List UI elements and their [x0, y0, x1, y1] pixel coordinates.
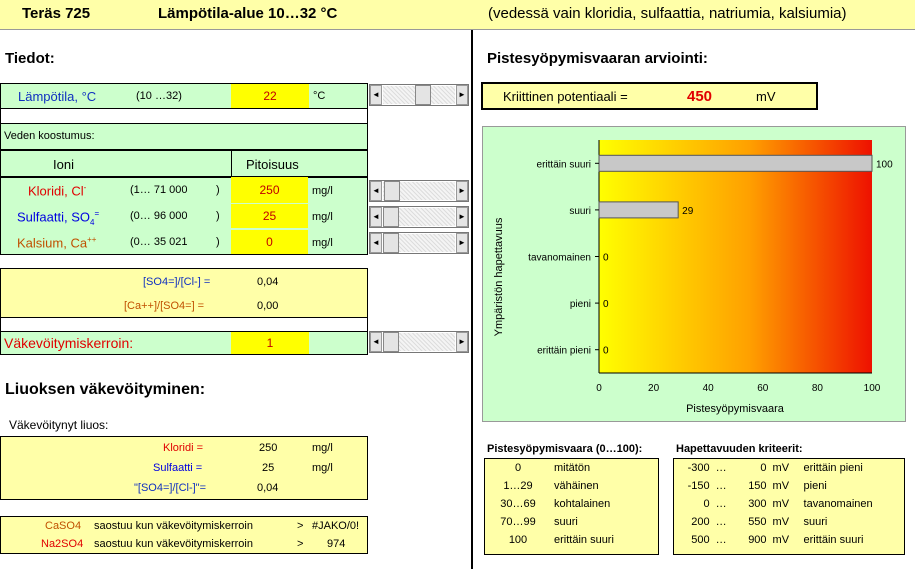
category-label: suuri — [569, 205, 591, 217]
scroll-thumb[interactable] — [384, 181, 400, 201]
chloride-unit: mg/l — [312, 185, 333, 197]
table-row: 1…29 vähäinen — [503, 480, 599, 492]
chloride-range: (1… 71 000 — [130, 184, 188, 196]
scroll-left-icon[interactable]: ◄ — [370, 332, 382, 352]
na2so4-text: saostuu kun väkevöitymiskerroin — [94, 538, 253, 550]
temp-range: (10 …32) — [136, 90, 182, 102]
calcium-input[interactable]: 0 — [231, 230, 308, 254]
data-label: 0 — [603, 345, 609, 357]
ratio-ca-so4-label: [Ca++]/[SO4=] = — [124, 300, 205, 312]
col-conc: Pitoisuus — [246, 157, 299, 172]
water-note: (vedessä vain kloridia, sulfaattia, natriumia, kalsiumia) — [488, 5, 847, 22]
na2so4-label: Na2SO4 — [41, 538, 84, 550]
bar-0 — [599, 155, 872, 171]
factor-scrollbar[interactable] — [369, 331, 469, 353]
scroll-right-icon[interactable]: ► — [456, 207, 468, 227]
calcium-label: Kalsium, Ca — [17, 235, 88, 251]
title-bar — [0, 0, 915, 30]
tiedot-heading: Tiedot: — [5, 50, 55, 67]
scroll-left-icon[interactable]: ◄ — [370, 85, 382, 105]
column-divider — [471, 30, 473, 569]
water-label: Veden koostumus: — [4, 130, 95, 142]
na2so4-value: 974 — [327, 538, 346, 550]
table1-title: Pistesyöpymisvaara (0…100): — [487, 443, 643, 455]
table-row: 500 … 900 mV erittäin suuri — [691, 534, 864, 546]
factor-input[interactable]: 1 — [231, 332, 309, 354]
table2-title: Hapettavuuden kriteerit: — [676, 443, 803, 455]
critical-potential-box — [481, 82, 818, 110]
scroll-thumb[interactable] — [383, 332, 399, 352]
ion-header-row — [0, 150, 368, 177]
chloride-label: Kloridi, Cl — [28, 183, 84, 199]
table-row: 0 … 300 mV tavanomainen — [703, 498, 873, 510]
caso4-label: CaSO4 — [45, 520, 82, 532]
scroll-left-icon[interactable]: ◄ — [370, 181, 382, 201]
ratio-so4-cl-label: [SO4=]/[Cl-] = — [143, 276, 211, 288]
calcium-unit: mg/l — [312, 237, 333, 249]
table-row: 30…69 kohtalainen — [500, 498, 611, 510]
category-label: erittäin suuri — [536, 159, 591, 171]
bar-1 — [599, 202, 678, 218]
data-label: 0 — [603, 252, 609, 264]
water-composition-row — [0, 123, 368, 150]
concentration-heading: Liuoksen väkevöityminen: — [5, 381, 206, 398]
category-label: tavanomainen — [528, 252, 591, 264]
spacer — [0, 109, 368, 123]
temp-scrollbar[interactable] — [369, 84, 469, 106]
ratio-box — [0, 268, 368, 318]
scroll-left-icon[interactable]: ◄ — [370, 207, 382, 227]
temp-row — [0, 83, 368, 109]
scroll-right-icon[interactable]: ► — [456, 85, 468, 105]
data-label: 0 — [603, 299, 609, 311]
table-row: 0 mitätön — [514, 462, 591, 474]
ion-row-chloride: Kloridi, Cl- (1… 71 000 ) 250 mg/l — [0, 180, 368, 202]
factor-label: Väkevöitymiskerroin: — [4, 335, 134, 351]
data-label: 100 — [876, 159, 893, 171]
table-row: 200 … 550 mV suuri — [691, 516, 828, 528]
sulfate-scrollbar[interactable] — [369, 206, 469, 228]
conc-chloride-label: Kloridi = — [163, 442, 204, 454]
critical-unit: mV — [756, 89, 776, 104]
sulfate-unit: mg/l — [312, 211, 333, 223]
conc-sulfate-label: Sulfaatti = — [153, 462, 203, 474]
x-tick-label: 0 — [596, 383, 602, 394]
data-label: 29 — [682, 205, 694, 217]
temp-label: Lämpötila, °C — [18, 89, 97, 104]
x-axis-label: Pistesyöpymisvaara — [686, 403, 784, 415]
ion-row-calcium: Kalsium, Ca++ (0… 35 021 ) 0 mg/l — [0, 232, 368, 254]
table-row: -300 … 0 mV erittäin pieni — [687, 462, 863, 474]
x-tick-label: 60 — [757, 383, 769, 394]
table-row: -150 … 150 mV pieni — [687, 480, 827, 492]
calcium-scrollbar[interactable] — [369, 232, 469, 254]
x-tick-label: 100 — [863, 383, 881, 394]
scroll-thumb[interactable] — [415, 85, 431, 105]
temp-input[interactable]: 22 — [231, 84, 309, 108]
chloride-input[interactable]: 250 — [231, 177, 308, 203]
category-label: erittäin pieni — [537, 345, 591, 357]
col-ion: Ioni — [53, 157, 74, 172]
conc-sulfate-value: 25 — [262, 462, 275, 474]
table-row: 100 erittäin suuri — [508, 534, 614, 546]
conc-label: Väkevöitynyt liuos: — [9, 418, 109, 432]
ratio-ca-so4-value: 0,00 — [257, 300, 279, 312]
x-tick-label: 20 — [648, 383, 660, 394]
sulfate-input[interactable]: 25 — [231, 204, 308, 228]
conc-sulfate-unit: mg/l — [312, 462, 333, 474]
chloride-scrollbar[interactable] — [369, 180, 469, 202]
caso4-text: saostuu kun väkevöitymiskerroin — [94, 520, 253, 532]
conc-chloride-unit: mg/l — [312, 442, 333, 454]
risk-heading: Pistesyöpymisvaaran arviointi: — [487, 50, 708, 67]
scroll-thumb[interactable] — [383, 207, 399, 227]
scroll-right-icon[interactable]: ► — [456, 332, 468, 352]
temp-unit: °C — [313, 90, 326, 102]
factor-row — [0, 331, 368, 355]
critical-label: Kriittinen potentiaali = — [503, 89, 628, 104]
x-tick-label: 40 — [702, 383, 714, 394]
x-tick-label: 80 — [811, 383, 823, 394]
sulfate-range: (0… 96 000 — [130, 210, 188, 222]
conc-ratio-value: 0,04 — [257, 482, 279, 494]
scroll-left-icon[interactable]: ◄ — [370, 233, 382, 253]
scroll-right-icon[interactable]: ► — [456, 181, 468, 201]
oxidation-criteria-table — [673, 458, 905, 555]
caso4-value: #JAKO/0! — [312, 520, 360, 532]
temp-range-title: Lämpötila-alue 10…32 °C — [158, 5, 338, 22]
ratio-so4-cl-value: 0,04 — [257, 276, 279, 288]
risk-chart-svg — [483, 127, 907, 423]
sulfate-label: Sulfaatti, SO — [17, 209, 90, 225]
table-row: 70…99 suuri — [500, 516, 578, 528]
steel-title: Teräs 725 — [22, 5, 91, 22]
conc-ratio-label: "[SO4=]/[Cl-]"= — [134, 482, 206, 494]
scroll-right-icon[interactable]: ► — [456, 233, 468, 253]
risk-scale-table — [484, 458, 659, 555]
risk-chart — [482, 126, 906, 422]
plot-area — [599, 140, 872, 373]
ion-row-sulfate: Sulfaatti, $SO_4^=$ (0… 96 000 ) 25 mg/l — [0, 206, 368, 228]
conc-box — [0, 436, 368, 500]
critical-value: 450 — [687, 88, 713, 105]
category-label: pieni — [569, 299, 591, 311]
scroll-thumb[interactable] — [383, 233, 399, 253]
calcium-range: (0… 35 021 — [130, 236, 188, 248]
precip-box: CaSO4 saostuu kun väkevöitymiskerroin > #JAKO/0! Na2SO4 saostuu kun väkevöitymiskerroin > 974 — [0, 516, 368, 554]
conc-chloride-value: 250 — [259, 442, 278, 454]
y-axis-label: Ympäristön hapettavuus — [493, 217, 505, 337]
